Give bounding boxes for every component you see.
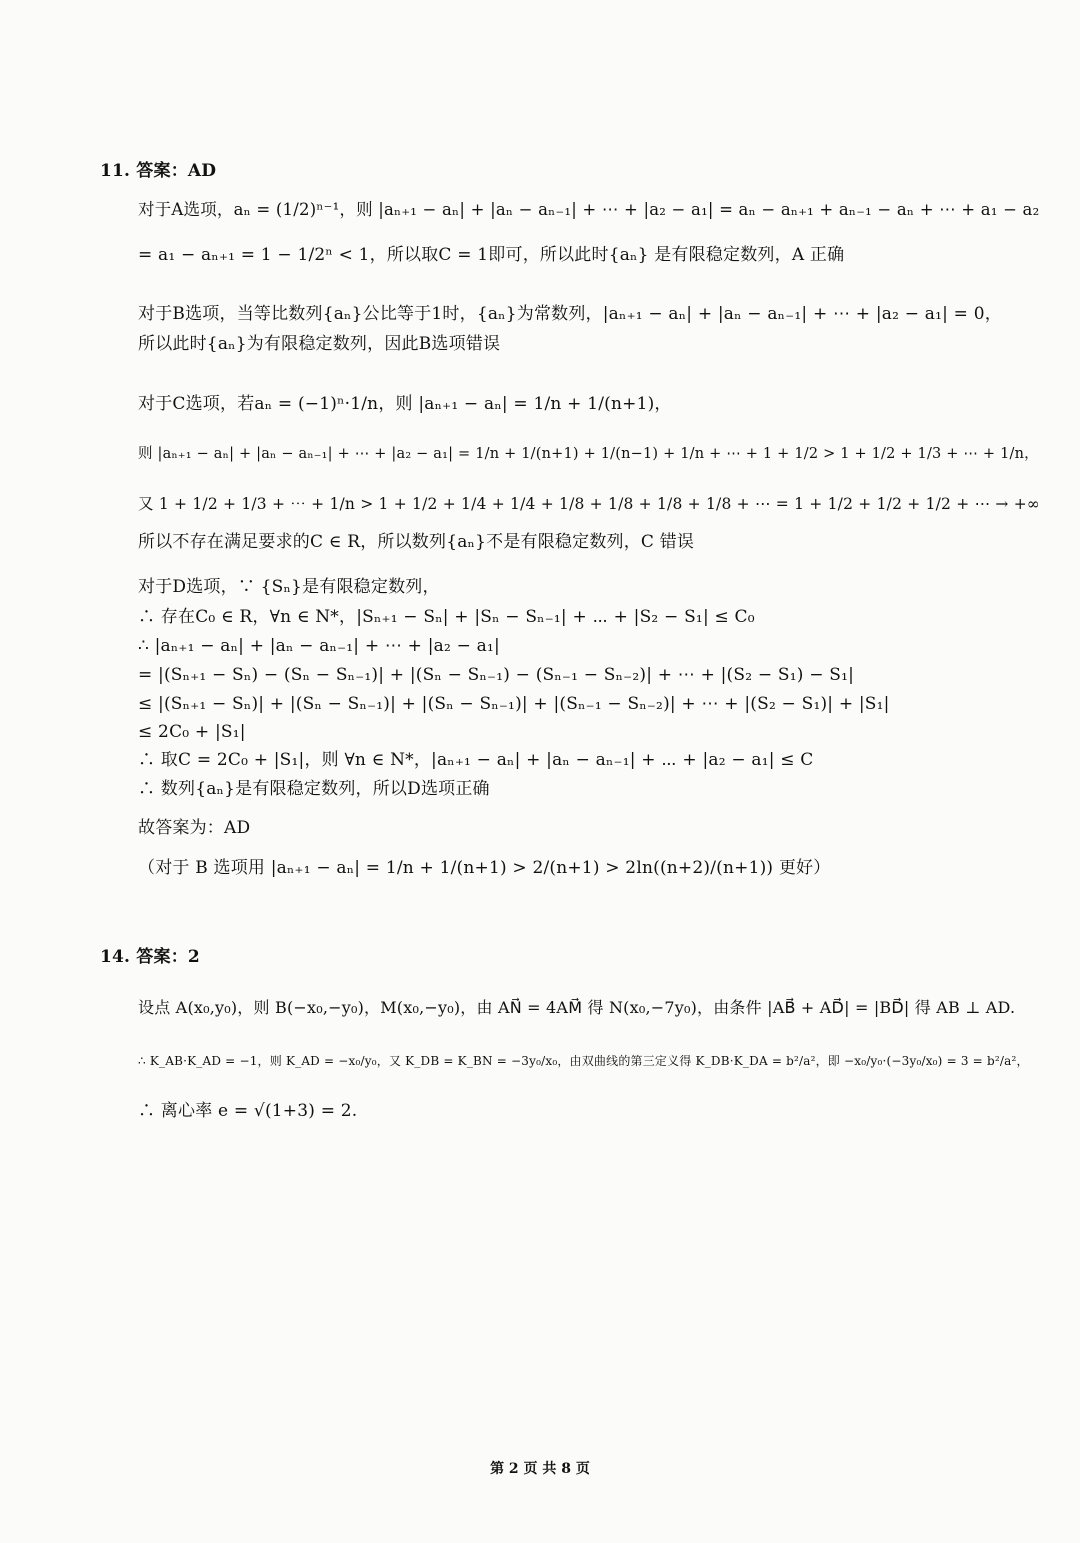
q11-option-a-line-1: 对于A选项，aₙ = (1/2)ⁿ⁻¹，则 |aₙ₊₁ − aₙ| + |aₙ − aₙ₋₁| + ⋯ + |a₂ − a₁| = aₙ − aₙ₊₁ + aₙ₋₁ − aₙ + ⋯ + a₁ − a₂ — [138, 200, 1040, 219]
page-footer: 第 2 页 共 8 页 — [490, 1461, 590, 1477]
q11-option-d-line-7: ∴ 取C = 2C₀ + |S₁|，则 ∀n ∈ N*，|aₙ₊₁ − aₙ| + |aₙ − aₙ₋₁| + ⋯ + |a₂ − a₁| ≤ C — [138, 750, 814, 770]
q11-option-d-line-3: ∴ |aₙ₊₁ − aₙ| + |aₙ − aₙ₋₁| + ⋯ + |a₂ − a₁| — [138, 636, 500, 656]
q11-option-c-line-2: 则 |aₙ₊₁ − aₙ| + |aₙ − aₙ₋₁| + ⋯ + |a₂ − a₁| = 1/n + 1/(n+1) + 1/(n−1) + 1/n + ⋯ + 1 + 1/2 > 1 + 1/2 + 1/3 + ⋯ + 1/n， — [138, 446, 1039, 462]
q11-heading: 11. 答案：AD — [100, 161, 217, 181]
q11-note: （对于 B 选项用 |aₙ₊₁ − aₙ| = 1/n + 1/(n+1) > 2/(n+1) > 2ln((n+2)/(n+1)) 更好） — [138, 858, 831, 878]
q11-option-d-line-5: ≤ |(Sₙ₊₁ − Sₙ)| + |(Sₙ − Sₙ₋₁)| + |(Sₙ − Sₙ₋₁)| + |(Sₙ₋₁ − Sₙ₋₂)| + ⋯ + |(S₂ − S₁)| + |S₁| — [138, 694, 890, 714]
q11-final-answer: 故答案为：AD — [138, 818, 251, 838]
q11-option-d-line-1: 对于D选项，∵ {Sₙ}是有限稳定数列， — [138, 577, 440, 597]
q11-option-c-line-4: 所以不存在满足要求的C ∈ R，所以数列{aₙ}不是有限稳定数列，C 错误 — [138, 532, 695, 552]
q11-option-a-line-2: = a₁ − aₙ₊₁ = 1 − 1/2ⁿ < 1，所以取C = 1即可，所以此时{aₙ} 是有限稳定数列，A 正确 — [138, 245, 845, 265]
q11-option-c-line-3: 又 1 + 1/2 + 1/3 + ⋯ + 1/n > 1 + 1/2 + 1/4 + 1/4 + 1/8 + 1/8 + 1/8 + 1/8 + ⋯ = 1 + 1/2 + 1/2 + 1/2 + ⋯ → +∞ — [138, 495, 1041, 513]
q14-line-3: ∴ 离心率 e = √(1+3) = 2. — [138, 1101, 358, 1121]
q11-option-c-line-1: 对于C选项，若aₙ = (−1)ⁿ·1/n，则 |aₙ₊₁ − aₙ| = 1/n + 1/(n+1)， — [138, 394, 672, 414]
q11-option-d-line-8: ∴ 数列{aₙ}是有限稳定数列，所以D选项正确 — [138, 779, 490, 799]
q11-option-b-line-1: 对于B选项，当等比数列{aₙ}公比等于1时，{aₙ}为常数列，|aₙ₊₁ − aₙ| + |aₙ − aₙ₋₁| + ⋯ + |a₂ − a₁| = 0， — [138, 304, 1002, 324]
q14-line-2: ∴ K_AB·K_AD = −1，则 K_AD = −x₀/y₀，又 K_DB = K_BN = −3y₀/x₀，由双曲线的第三定义得 K_DB·K_DA = b²/a²，即 −x₀/y₀·(−3y₀/x₀) = 3 = b²/a²， — [138, 1054, 1029, 1068]
q11-option-b-line-2: 所以此时{aₙ}为有限稳定数列，因此B选项错误 — [138, 334, 501, 354]
q11-option-d-line-6: ≤ 2C₀ + |S₁| — [138, 722, 246, 742]
q11-option-d-line-2: ∴ 存在C₀ ∈ R，∀n ∈ N*，|Sₙ₊₁ − Sₙ| + |Sₙ − Sₙ₋₁| + ⋯ + |S₂ − S₁| ≤ C₀ — [138, 607, 755, 627]
q14-line-1: 设点 A(x₀,y₀)，则 B(−x₀,−y₀)，M(x₀,−y₀)，由 AN⃗ = 4AM⃗ 得 N(x₀,−7y₀)，由条件 |AB⃗ + AD⃗| = |BD⃗| 得 AB ⊥ AD. — [138, 998, 1016, 1017]
q14-heading: 14. 答案：2 — [100, 947, 200, 967]
q11-option-d-line-4: = |(Sₙ₊₁ − Sₙ) − (Sₙ − Sₙ₋₁)| + |(Sₙ − Sₙ₋₁) − (Sₙ₋₁ − Sₙ₋₂)| + ⋯ + |(S₂ − S₁) − S₁| — [138, 665, 855, 685]
